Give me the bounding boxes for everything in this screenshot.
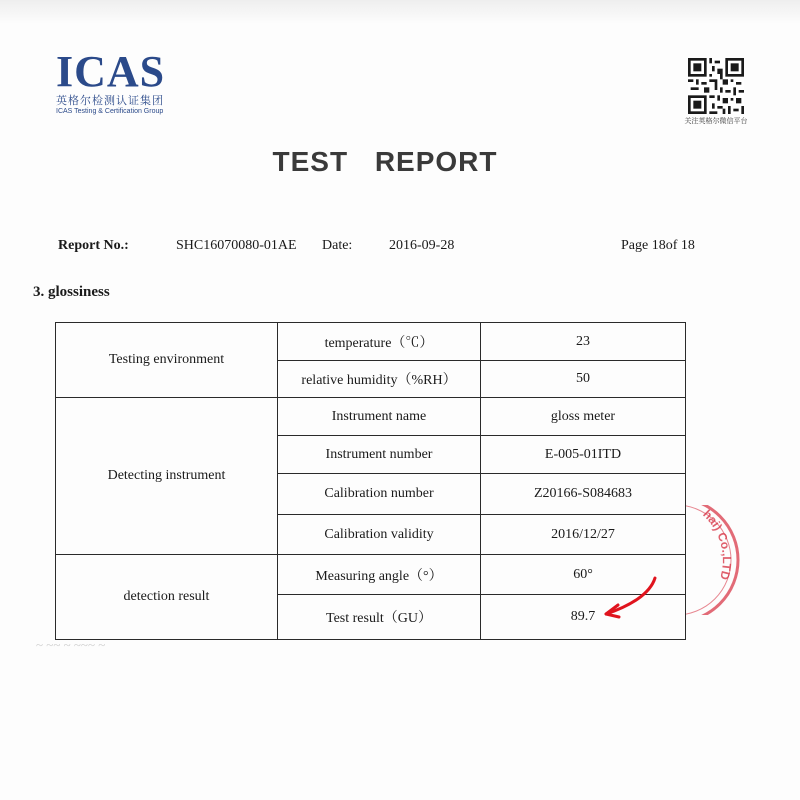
row-value: 50 [481,361,686,398]
table-row [56,555,686,595]
svg-text:hai) Co.,LTD [700,507,734,582]
row-label: Calibration number [278,474,481,515]
logo-wordmark: ICAS [56,47,166,96]
table-row [56,398,686,436]
qr-caption: 关注英格尔微信平台 [684,117,748,125]
row-label: Test result（GU） [278,595,481,640]
row-label: relative humidity（%RH） [278,361,481,398]
group-detection-result: detection result [56,555,278,640]
icas-logo [56,47,186,116]
date-value: 2016-09-28 [389,238,455,253]
row-value: 2016/12/27 [481,515,686,555]
cropped-text-remnant: ~ ~~ ~ ~~~ ~ [36,642,106,652]
red-arrow-icon [600,572,670,622]
report-no-value: SHC16070080-01AE [176,238,297,253]
row-label: Calibration validity [278,515,481,555]
row-label: temperature（℃） [278,323,481,361]
logo-english-name: ICAS Testing & Certification Group [56,108,164,115]
report-no-label: Report No.: [58,238,129,253]
glossiness-table [55,322,686,640]
report-title: TEST REPORT [272,146,498,177]
row-value: 23 [481,323,686,361]
qr-code-icon [688,58,744,114]
group-detecting-instrument: Detecting instrument [56,398,278,555]
date-label: Date: [322,238,353,253]
row-label: Measuring angle（°） [278,555,481,595]
company-seal-stamp [686,505,746,615]
row-value: E-005-01ITD [481,436,686,474]
row-value: Z20166-S084683 [481,474,686,515]
section-title: 3. glossiness [33,284,110,300]
scan-edge [0,0,800,24]
row-label: Instrument number [278,436,481,474]
page-indicator: Page 18of 18 [621,238,695,253]
group-testing-environment: Testing environment [56,323,278,398]
logo-chinese-name: 英格尔检测认证集团 [56,94,164,107]
row-label: Instrument name [278,398,481,436]
table-row [56,323,686,361]
row-value: 89.7 [481,595,686,640]
row-value: 60° [481,555,686,595]
stamp-text: hai) Co.,LTD [700,506,734,582]
row-value: gloss meter [481,398,686,436]
